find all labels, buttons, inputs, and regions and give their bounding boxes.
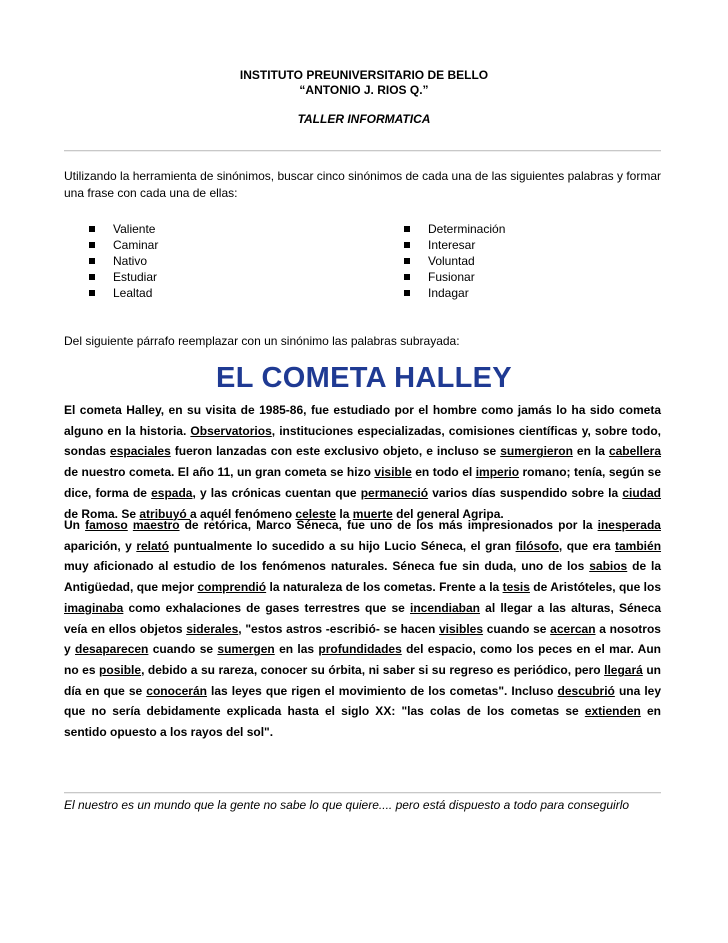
underlined-word: filósofo: [515, 538, 559, 553]
underlined-word: conocerán: [146, 683, 207, 698]
text-segment: , que era: [558, 538, 616, 553]
text-segment: la naturaleza de los cometas. Frente a la: [266, 580, 503, 595]
underlined-word: maestro: [132, 518, 180, 532]
header-divider: [64, 150, 661, 152]
underlined-word: visibles: [438, 621, 484, 636]
text-segment: fueron lanzadas con este exclusivo objeto, e incluso se: [170, 444, 501, 459]
underlined-word: espaciales: [110, 444, 171, 459]
text-segment: de retórica, Marco Séneca, fue uno de los más impresionados por la: [179, 518, 598, 532]
instruction-text: Utilizando la herramienta de sinónimos, buscar cinco sinónimos de cada una de las siguientes palabras y formar una frase con cada una de ellas:: [64, 169, 661, 200]
text-segment: en las: [274, 642, 319, 657]
bullet-square-icon: [404, 274, 410, 280]
text-segment: a aquél fenómeno: [190, 506, 296, 521]
sub-instruction-text: Del siguiente párrafo reemplazar con un sinónimo las palabras subrayada:: [64, 334, 460, 348]
text-segment: El cometa Halley, en su visita de 1985-86, fue estudiado por el hombre como jamás lo ha sido cometa alguno en la historia.: [64, 403, 661, 438]
word-list-item: [87, 269, 158, 285]
text-segment: muy aficionado al estudio de los fenómenos naturales. Séneca fue sin duda, uno de los: [64, 559, 590, 574]
word-label: Caminar: [113, 238, 159, 252]
underlined-word: tesis: [502, 580, 530, 595]
word-label: Indagar: [428, 286, 469, 300]
text-segment: de la Antigüedad, que mejor: [64, 559, 661, 595]
underlined-word: incendiaban: [410, 600, 481, 615]
bullet-square-icon: [404, 290, 410, 296]
article-title: EL COMETA HALLEY: [216, 362, 512, 394]
text-segment: del general Agripa.: [392, 506, 504, 521]
word-list-item: [87, 237, 158, 253]
word-label: Valiente: [113, 222, 156, 236]
footer-quote: El nuestro es un mundo que la gente no sabe lo que quiere.... pero está dispuesto a todo para conseguirlo: [64, 798, 630, 812]
text-segment: en la: [572, 444, 609, 459]
text-segment: cuando se: [483, 621, 551, 636]
text-segment: al llegar a las alturas, Séneca veía en ellos objetos: [64, 600, 661, 636]
underlined-word: acercan: [550, 621, 596, 636]
word-list-item: [402, 285, 505, 301]
text-segment: , debido a su rareza, conocer su órbita, ni saber si su regreso es periódico, pero: [141, 662, 605, 677]
text-segment: del espacio, como los peces en el mar. Aun no es: [64, 642, 661, 677]
word-label: Nativo: [113, 254, 148, 268]
underlined-word: relató: [136, 538, 169, 553]
bullet-square-icon: [89, 226, 95, 232]
word-list-item: [402, 237, 505, 253]
underlined-word: celeste: [295, 506, 337, 521]
text-segment: la: [336, 506, 353, 521]
underlined-word: Observatorios: [190, 423, 272, 438]
text-segment: Un: [64, 518, 86, 532]
footer-divider: [64, 792, 661, 794]
text-segment: en todo el: [411, 465, 476, 480]
text-segment: a nosotros y: [64, 621, 661, 657]
word-list-item: [402, 253, 505, 269]
underlined-word: profundidades: [318, 642, 402, 657]
underlined-word: famoso: [85, 518, 128, 532]
underlined-word: también: [615, 538, 662, 553]
underlined-word: desaparecen: [75, 642, 149, 657]
word-label: Interesar: [428, 238, 476, 252]
institution-name: INSTITUTO PREUNIVERSITARIO DE BELLO: [239, 68, 489, 82]
workshop-title: TALLER INFORMATICA: [297, 112, 431, 126]
text-segment: , "estos astros -escribió- se hacen: [238, 621, 439, 636]
underlined-word: permaneció: [360, 485, 429, 500]
word-list-item: [87, 285, 158, 301]
word-label: Fusionar: [428, 270, 475, 284]
bullet-square-icon: [404, 242, 410, 248]
text-segment: , instituciones especializadas, comisiones científicas y, sobre todo, sondas: [64, 423, 662, 459]
underlined-word: descubrió: [557, 683, 615, 698]
text-segment: en sentido opuesto a los rayos del sol".: [64, 704, 661, 740]
bullet-square-icon: [89, 242, 95, 248]
underlined-word: sabios: [589, 559, 628, 574]
bullet-square-icon: [89, 290, 95, 296]
word-list-item: [87, 221, 158, 237]
word-label: Voluntad: [428, 254, 475, 268]
text-segment: de Roma. Se: [64, 506, 140, 521]
word-list-right: [402, 221, 505, 301]
text-segment: , y las crónicas cuentan que: [192, 485, 361, 500]
underlined-word: posible: [99, 662, 142, 677]
text-segment: puntualmente lo sucedido a su hijo Lucio Séneca, el gran: [169, 538, 516, 553]
document-header: [0, 68, 728, 127]
word-list-item: [402, 269, 505, 285]
word-label: Lealtad: [113, 286, 153, 300]
school-name: “ANTONIO J. RIOS Q.”: [299, 83, 429, 97]
text-segment: de Aristóteles, que los: [529, 580, 662, 595]
text-segment: romano; tenía, según se dice, forma de: [64, 465, 661, 500]
underlined-word: imaginaba: [64, 600, 124, 615]
underlined-word: extienden: [584, 704, 641, 719]
bullet-square-icon: [89, 258, 95, 264]
word-label: Estudiar: [113, 270, 158, 284]
underlined-word: cabellera: [608, 444, 661, 459]
underlined-word: imperio: [475, 465, 520, 480]
text-segment: como exhalaciones de gases terrestres que se: [123, 600, 410, 615]
underlined-word: sumergieron: [500, 444, 573, 459]
paragraph-2: [64, 515, 661, 743]
text-segment: de nuestro cometa. El año 11, un gran cometa se hizo: [64, 465, 375, 480]
underlined-word: visible: [374, 465, 412, 480]
underlined-word: llegará: [604, 662, 643, 677]
text-segment: un día en que se: [64, 662, 661, 698]
word-list-left: [87, 221, 158, 301]
word-label: Determinación: [428, 222, 506, 236]
underlined-word: espada: [151, 485, 193, 500]
text-segment: las leyes que rigen el movimiento de los cometas". Incluso: [206, 683, 558, 698]
word-list-item: [87, 253, 158, 269]
text-segment: aparición, y: [64, 538, 137, 553]
underlined-word: inesperada: [597, 518, 661, 532]
bullet-square-icon: [404, 258, 410, 264]
text-segment: una ley que no sería debidamente explicada hasta el siglo XX: "las colas de los cometas se: [64, 683, 662, 719]
underlined-word: atribuyó: [139, 506, 191, 521]
paragraph-1: [64, 400, 661, 524]
underlined-word: sumergen: [217, 642, 275, 657]
underlined-word: ciudad: [622, 485, 661, 500]
bullet-square-icon: [89, 274, 95, 280]
underlined-word: comprendió: [197, 580, 267, 595]
underlined-word: siderales: [186, 621, 239, 636]
bullet-square-icon: [404, 226, 410, 232]
text-segment: cuando se: [148, 642, 218, 657]
text-segment: varios días suspendido sobre la: [428, 485, 623, 500]
underlined-word: muerte: [352, 506, 393, 521]
word-list-item: [402, 221, 505, 237]
